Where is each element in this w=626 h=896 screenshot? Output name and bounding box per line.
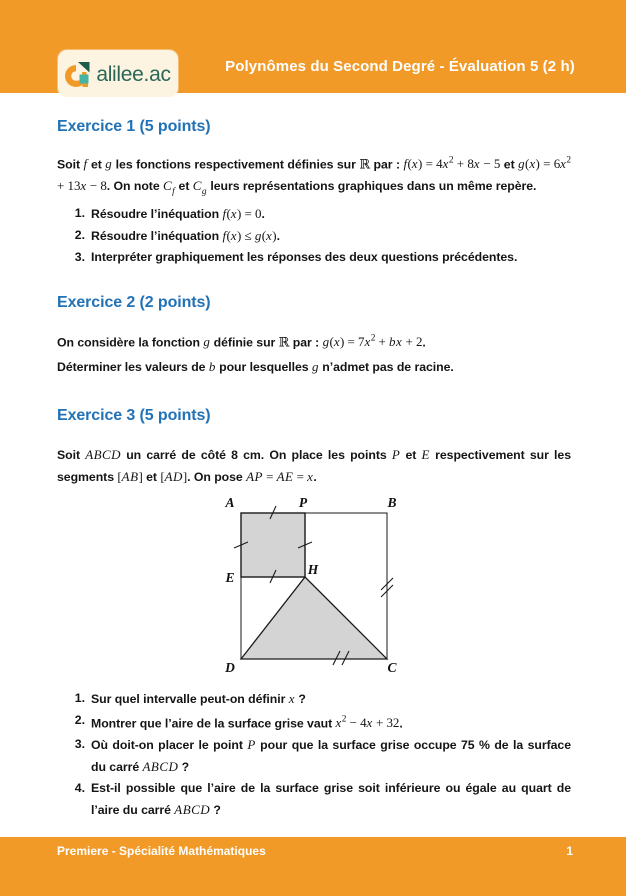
math-expression: ABCD [142, 759, 178, 775]
exercise-1-question-list [71, 203, 571, 268]
question-text: Où doit-on placer le point P pour que la surface grise occupe 75 % de la surface du carré ABCD ? [91, 737, 571, 775]
label-E: E [225, 570, 235, 585]
question-item [71, 734, 571, 778]
math-expression: $x^2 - 4x + 32$ [335, 715, 400, 731]
exercise-3-heading: Exercice 3 (5 points) [57, 407, 211, 424]
question-text: Interpréter graphiquement les réponses des deux questions précédentes. [91, 250, 518, 264]
question-number: 4. [74, 781, 85, 796]
math-expression: g [203, 334, 210, 350]
question-text: Montrer que l’aire de la surface grise vaut $x^2 - 4x + 32$. [91, 715, 403, 731]
math-expression: E [421, 447, 430, 462]
question-text: Est-il possible que l’aire de la surface grise soit inférieure ou égale au quart de l’aire du carré ABCD ? [91, 781, 571, 818]
footer-band [0, 837, 626, 896]
math-expression: f(x) ≤ g(x) [222, 228, 277, 243]
question-item [71, 778, 571, 821]
question-number: 3. [74, 737, 85, 752]
logo-text: alilee.ac [96, 62, 171, 86]
logo-g-icon [65, 57, 93, 91]
math-expression: $g(x) = 7x^2$ + bx + 2 [322, 334, 423, 350]
question-number: 2. [74, 713, 85, 727]
exercise-2-paragraph-2: Déterminer les valeurs de b pour lesquelles g n’admet pas de racine. [57, 359, 454, 374]
question-item [71, 247, 571, 268]
math-expression: x [288, 691, 295, 706]
question-number: 1. [74, 206, 85, 220]
logo-square-icon [80, 74, 89, 83]
math-expression: $C_g$ [192, 178, 207, 197]
question-item [71, 688, 571, 710]
exercise-3-intro: Soit ABCD un carré de côté 8 cm. On place les points P et E respectivement sur les segments [AB] et [AD]. On pose AP = AE = x. [57, 447, 571, 484]
question-text: Sur quel intervalle peut-on définir x ? [91, 691, 306, 706]
math-expression: ABCD [85, 447, 121, 462]
label-P: P [298, 495, 308, 510]
footer-page-number: 1 [566, 844, 573, 858]
header-band [0, 0, 626, 93]
footer-course-label: Premiere - Spécialité Mathématiques [57, 844, 266, 858]
exercise-1-heading: Exercice 1 (5 points) [57, 118, 211, 135]
label-D: D [225, 660, 235, 675]
math-expression: g [105, 156, 112, 172]
math-expression: g [311, 359, 319, 374]
exercise-2-paragraph-1: On considère la fonction g définie sur ℝ par : $g(x) = 7x^2$ + bx + 2. [57, 334, 426, 350]
label-C: C [387, 660, 397, 675]
math-expression: [AB] [117, 469, 143, 484]
math-expression: $C_f$ [163, 178, 175, 197]
question-number: 3. [74, 250, 85, 264]
math-expression: [AD] [160, 469, 188, 484]
exercise-3-question-list [71, 688, 571, 821]
math-expression: ℝ [278, 334, 290, 350]
label-H: H [307, 562, 319, 577]
math-expression: $f(x) = 4x^2 + 8x - 5$ [403, 156, 501, 172]
geometry-figure [0, 493, 626, 683]
label-A: A [225, 495, 235, 510]
exercise-1-intro: Soit f et g les fonctions respectivement définies sur ℝ par : $f(x) = 4x^2 + 8x - 5$ et $g(x) = 6x^2 + 13x - 8$. On note $C_f$ et $C_g$ leurs représentations graphiques dans un même repère. [57, 156, 571, 197]
question-item [71, 710, 571, 734]
math-expression: AP = AE = x [246, 469, 313, 484]
math-expression: ABCD [174, 802, 210, 818]
math-expression: ℝ [359, 156, 371, 172]
math-expression: $g(x) = 6x^2 + 13x - 8$ [57, 156, 571, 194]
square-APHE [241, 513, 305, 577]
math-expression: f [83, 156, 88, 172]
question-item [71, 203, 571, 225]
figure-svg [217, 493, 409, 683]
math-expression: b [208, 359, 216, 374]
math-expression: f(x) = 0 [222, 206, 262, 221]
document-title: Polynômes du Second Degré - Évaluation 5 (2 h) [225, 58, 575, 75]
question-text: Résoudre l’inéquation f(x) = 0. [91, 206, 265, 221]
math-expression: P [247, 737, 256, 753]
logo-box [58, 50, 178, 97]
question-number: 2. [74, 228, 85, 242]
question-item [71, 225, 571, 247]
exercise-2-heading: Exercice 2 (2 points) [57, 294, 211, 311]
math-expression: P [391, 447, 400, 462]
label-B: B [387, 495, 397, 510]
question-number: 1. [74, 691, 85, 705]
question-text: Résoudre l’inéquation f(x) ≤ g(x). [91, 228, 280, 243]
